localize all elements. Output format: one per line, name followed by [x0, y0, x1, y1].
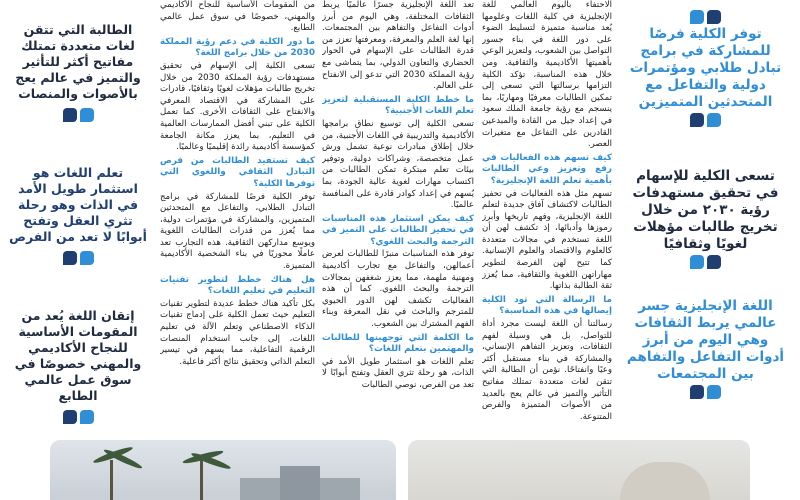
quote-mark-icon [623, 113, 788, 127]
right-sidebar [620, 0, 800, 440]
pull-quote-text: تعلم اللغات هو استثمار طويل الأمد في الذات وهو رحلة تثري العقل وتفتح أبوابًا لا تعد من الفرص [9, 165, 147, 244]
paragraph: تعد اللغة الإنجليزية جسرًا عالميًا يربط الثقافات المختلفة، وهي اليوم من أبرز أدوات التفاعل والتفاهم بين المجتمعات. إنها لغة العلم والمعرفة، ومعرفتها تعزز من قدرة الطالبات على الإسهام في الحوار الحضاري والتعاون الدولي، بما يتماشى مع رؤية المملكة 2030 التي تدعو إلى الانفتاح على العالم. [322, 0, 474, 92]
pull-quote-5 [8, 165, 148, 267]
pull-quote-text: الطالبة التي تتقن لغات متعددة تمتلك مفاتيح أكثر للتأثير والتميز في عالم يعج بالأصوات والمنصات [15, 22, 141, 101]
campus-photo [50, 440, 396, 500]
paragraph: من المقومات الأساسية للنجاح الأكاديمي والمهني، خصوصًا في سوق عمل عالمي الطابع. [160, 0, 315, 34]
paragraph: تسهم مثل هذه الفعاليات في تحفيز الطالبات لاكتشاف آفاق جديدة لتعلم اللغة الإنجليزية، وفهم تاريخها وأبرز رموزها وأدبائها، إذ تكشف لهن أن اللغة تستخدم في مجالات متعددة كالعلوم والاقتصاد والعلوم الإنسانية. كما تتيح لهن الفرصة لتطوير مهاراتهن اللغوية والثقافية، مما يُعزز ثقة الطالبة بذاتها. [482, 188, 612, 292]
quote-mark-icon [8, 251, 148, 265]
pull-quote-1 [623, 8, 788, 129]
question-heading: ما الكلمة التي توجهينها للطالبات والمهتمين بتعلم اللغات؟ [322, 332, 474, 355]
question-heading: كيف تستفيد الطالبات من فرص التبادل الثقافي واللغوي التي توفرها الكلية؟ [160, 155, 315, 189]
question-heading: كيف يمكن استثمار هذه المناسبات في تحفيز الطالبات على التميز في الترجمة والبحث اللغوي؟ [322, 213, 474, 247]
paragraph: توفر الكلية فرصًا للمشاركة في برامج التبادل الطلابي، والتفاعل مع المتحدثين المتميزين، والمشاركة في مؤتمرات دولية، مما يُعزز من قدرات الطالبات اللغوية ويوسع مداركهن الثقافية. هذه التجارب تعد عاملًا محوريًا في بناء الشخصية الأكاديمية المتميزة. [160, 191, 315, 272]
portrait-photo [408, 440, 750, 500]
question-heading: كيف تسهم هذه الفعاليات في رفع وتعزيز وعي الطالبات بأهمية تعلم اللغة الإنجليزية؟ [482, 152, 612, 186]
paragraph: بكل تأكيد هناك خطط عديدة لتطوير تقنيات التعليم حيث تعمل الكلية على إدماج تقنيات الذكاء الاصطناعي وتعلم الآلة في تعليم اللغات، إلى جانب استخدام المنصات الرقمية التفاعلية، مما يسهم في تيسير التعلم الذاتي وتحقيق نتائج أكثر فاعلية. [160, 298, 315, 367]
article-column-left [160, 0, 315, 440]
quote-mark-icon [623, 385, 788, 399]
pull-quote-2 [623, 168, 788, 271]
question-heading: هل هناك خطط لتطوير تقنيات التعليم في تعليم اللغات؟ [160, 274, 315, 297]
pull-quote-3 [623, 298, 788, 401]
article-column-middle [322, 0, 474, 440]
quote-mark-icon [8, 410, 148, 424]
paragraph: الاحتفاء باليوم العالمي للغة الإنجليزية في كلية اللغات وعلومها يُعد مناسبة متميزة لتسليط الضوء على دور اللغة في بناء جسور التواصل بين الشعوب، ولتعزيز الوعي بأهميتها الأكاديمية والثقافية. ومن خلال هذه المناسبة، تؤكد الكلية التزامها برسالتها التي تسعى إلى تمكين الطالبات معرفيًا ومهاريًا، بما ينسجم مع رؤية جامعة الملك سعود في إعداد جيل من القادة والمبدعين القادرين على التفاعل مع متغيرات العصر. [482, 0, 612, 150]
pull-quote-text: تسعى الكلية للإسهام في تحقيق مستهدفات رؤية ٢٠٣٠ من خلال تخريج طالبات مؤهلات لغويًا وثقافيًا [632, 168, 779, 252]
question-heading: ما خطط الكلية المستقبلية لتعزيز تعلم اللغات الأجنبية؟ [322, 94, 474, 117]
pull-quote-6 [8, 308, 148, 426]
paragraph: توفر هذه المناسبات منبرًا للطالبات لعرض أعمالهن، والتفاعل مع تجارب أكاديمية ومهنية ملهمة، مما يعزز شغفهن بمجالات الترجمة والبحث اللغوي. كما أن هذه الفعاليات تكشف لهن الدور الحيوي للمترجم والباحث في نقل المعرفة وبناء الفهم المشترك بين الشعوب. [322, 249, 474, 330]
pull-quote-text: اللغة الإنجليزية جسر عالمي يربط الثقافات وهي اليوم من أبرز أدوات التفاعل والتفاهم بين المجتمعات [626, 298, 785, 382]
quote-mark-icon [623, 255, 788, 269]
paragraph: تسعى الكلية إلى توسيع نطاق برامجها الأكاديمية والتدريبية في اللغات الأجنبية، من خلال إطلاق مبادرات نوعية تشمل ورش عمل متخصصة، وشراكات دولية، وتوفير بيئات تعلم مبتكرة تمكن الطالبات من اكتساب مهارات لغوية عالية الجودة، بما يُسهم في إعداد كوادر قادرة على المنافسة عالميًا. [322, 118, 474, 211]
paragraph: رسالتنا أن اللغة ليست مجرد أداة للتواصل، بل هي وسيلة لفهم الثقافات، وتعزيز التفاهم الإنساني، والمشاركة في بناء مستقبل أكثر وعيًا وانفتاحًا. نؤمن أن الطالبة التي تتقن لغات متعددة تمتلك مفاتيح التأثير والتميز في عالم يعج بالعديد من الأصوات المتميزة والفرص المتنوعة. [482, 319, 612, 422]
pull-quote-text: إتقان اللغة يُعد من المقومات الأساسية للنجاح الأكاديمي والمهني خصوصًا في سوق عمل عالمي الطابع [14, 308, 142, 403]
question-heading: ما الرسالة التي تود الكلية إيصالها في هذه المناسبة؟ [482, 294, 612, 317]
left-sidebar [0, 0, 152, 440]
pull-quote-text: توفر الكلية فرصًا للمشاركة في برامج تبادل طلابي ومؤتمرات دولية والتفاعل مع المتحدثين المتميزين [629, 26, 782, 110]
question-heading: ما دور الكلية في دعم رؤية المملكة 2030 من خلال برامج اللغة؟ [160, 36, 315, 59]
quote-mark-icon [623, 10, 788, 24]
article-column-right [482, 0, 612, 440]
pull-quote-4 [8, 22, 148, 124]
paragraph: تعلم اللغات هو استثمار طويل الأمد في الذات، هو رحلة تثري العقل وتفتح أبوابًا لا تعد من الفرص، نوصي الطالبات [322, 356, 474, 390]
paragraph: تسعى الكلية إلى الإسهام في تحقيق مستهدفات رؤية المملكة 2030 من خلال تخريج طالبات مؤهلات لغويًا وثقافيًا، قادرات على المشاركة في الاقتصاد المعرفي والانفتاح على الثقافات الأخرى. كما تعمل الكلية على تبني أفضل الممارسات العالمية في التعليم، بما يعزز مكانة الجامعة كمؤسسة أكاديمية رائدة إقليميًا وعالميًا. [160, 60, 315, 153]
quote-mark-icon [8, 108, 148, 122]
